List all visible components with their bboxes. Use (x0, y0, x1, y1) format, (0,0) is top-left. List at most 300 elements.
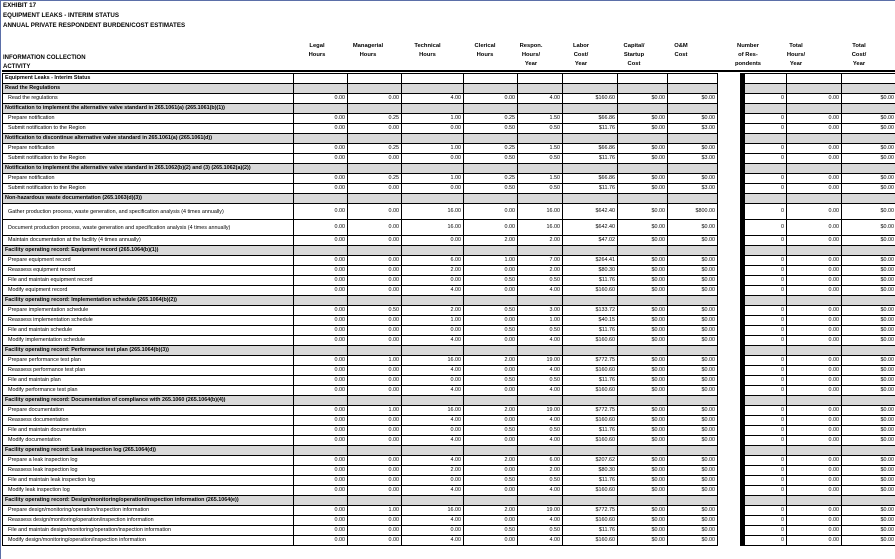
value-cell: 0.00 (464, 416, 518, 426)
value-cell: 0.00 (294, 266, 348, 276)
activity-label: Modify implementation schedule (3, 336, 294, 346)
value-cell: $0.00 (618, 154, 668, 164)
value-cell: 0.25 (348, 144, 402, 154)
value-cell: 0.00 (348, 316, 402, 326)
value-cell: 0.00 (464, 436, 518, 446)
section-fill-cell (745, 84, 787, 94)
value-cell: 0.00 (464, 486, 518, 496)
spacer-cell (718, 366, 741, 376)
value-cell: 0.00 (348, 154, 402, 164)
spacer-cell (718, 436, 741, 446)
value-cell: 0.00 (294, 124, 348, 134)
value-cell: 0.00 (402, 154, 464, 164)
section-fill-cell (402, 396, 464, 406)
section-fill-cell (294, 164, 348, 174)
value-cell: $0.00 (618, 184, 668, 194)
table-row (3, 526, 895, 536)
section-fill-cell (745, 104, 787, 114)
value-cell: 0 (745, 476, 787, 486)
table-row (3, 144, 895, 154)
activity-label: File and maintain documentation (3, 426, 294, 436)
value-cell: 4.00 (518, 286, 563, 296)
value-cell: 0.00 (348, 526, 402, 536)
value-cell: $0.00 (618, 144, 668, 154)
section-fill-cell (745, 134, 787, 144)
spacer-cell (718, 194, 741, 204)
section-fill-cell (745, 194, 787, 204)
activity-label: Modify leak inspection log (3, 486, 294, 496)
section-fill-cell (668, 84, 718, 94)
value-cell: $0.00 (618, 114, 668, 124)
value-cell: 0.00 (464, 366, 518, 376)
value-cell: $0.00 (668, 456, 718, 466)
spacer-cell (718, 536, 741, 546)
section-fill-cell (518, 246, 563, 256)
value-cell: 1.50 (518, 144, 563, 154)
value-cell: 16.00 (402, 356, 464, 366)
value-cell: $0.00 (842, 356, 895, 366)
value-cell: 0.00 (294, 526, 348, 536)
value-cell: 4.00 (402, 386, 464, 396)
value-cell: 0.00 (402, 476, 464, 486)
activity-label: File and maintain plan (3, 376, 294, 386)
value-cell: 19.00 (518, 506, 563, 516)
table-row (3, 276, 895, 286)
table-row (3, 114, 895, 124)
section-fill-cell (668, 496, 718, 506)
activity-label: Submit notification to the Region (3, 124, 294, 134)
value-cell: $642.40 (563, 204, 618, 220)
section-fill-cell (787, 104, 842, 114)
value-cell: 2.00 (402, 466, 464, 476)
column-header-line: Hours (419, 52, 436, 58)
spacer-cell (718, 286, 741, 296)
value-cell: 0 (745, 236, 787, 246)
value-cell: 0.00 (294, 456, 348, 466)
value-cell: 16.00 (402, 220, 464, 236)
value-cell: $0.00 (668, 276, 718, 286)
value-cell: $0.00 (618, 286, 668, 296)
value-cell: 16.00 (518, 204, 563, 220)
value-cell: $0.00 (668, 236, 718, 246)
value-cell: $3.00 (668, 124, 718, 134)
value-cell: 0.00 (787, 286, 842, 296)
spacer-cell (718, 164, 741, 174)
value-cell: 4.00 (518, 416, 563, 426)
table-row (3, 236, 895, 246)
value-cell: 0.00 (348, 436, 402, 446)
spacer-cell (718, 416, 741, 426)
value-cell: $0.00 (842, 184, 895, 194)
table-row (3, 386, 895, 396)
section-fill-cell (668, 194, 718, 204)
value-cell: 0.00 (348, 256, 402, 266)
spacer-cell (718, 496, 741, 506)
value-cell: $0.00 (618, 220, 668, 236)
value-cell: $0.00 (668, 94, 718, 104)
value-cell: 0 (745, 94, 787, 104)
column-header-line: Managerial (352, 43, 384, 49)
value-cell: $0.00 (842, 114, 895, 124)
value-cell: 0.25 (464, 144, 518, 154)
section-fill-cell (518, 296, 563, 306)
activity-label: Submit notification to the Region (3, 154, 294, 164)
table-row (3, 174, 895, 184)
value-cell: 0.00 (294, 326, 348, 336)
value-cell: 0.00 (294, 236, 348, 246)
value-cell: 0.00 (348, 376, 402, 386)
value-cell: 0.00 (787, 326, 842, 336)
value-cell: 0.00 (787, 476, 842, 486)
value-cell: $0.00 (842, 456, 895, 466)
value-cell: 6.00 (518, 456, 563, 466)
section-fill-cell (294, 496, 348, 506)
section-fill-cell (294, 446, 348, 456)
table-row (3, 366, 895, 376)
value-cell: 4.00 (402, 94, 464, 104)
value-cell: $0.00 (842, 486, 895, 496)
spacer-cell (718, 506, 741, 516)
section-fill-cell (294, 104, 348, 114)
value-cell: 1.00 (402, 144, 464, 154)
value-cell: $0.00 (842, 286, 895, 296)
value-cell: $207.62 (563, 456, 618, 466)
column-header (299, 42, 335, 60)
value-cell: 4.00 (402, 456, 464, 466)
value-cell: 1.00 (348, 356, 402, 366)
section-label: Facility operating record: Implementation schedule (265.1064(b)(2)) (3, 296, 294, 306)
value-cell: 16.00 (402, 204, 464, 220)
value-cell: 0.00 (787, 416, 842, 426)
section-fill-cell (563, 346, 618, 356)
section-fill-cell (518, 446, 563, 456)
table-row (3, 336, 895, 346)
value-cell: $160.60 (563, 416, 618, 426)
value-cell: $0.00 (618, 236, 668, 246)
table-row (3, 356, 895, 366)
table-row (3, 154, 895, 164)
value-cell: 0.00 (294, 406, 348, 416)
section-fill-cell (745, 296, 787, 306)
value-cell: 0.00 (348, 466, 402, 476)
activity-label: Reassess leak inspection log (3, 466, 294, 476)
value-cell: 0.00 (348, 516, 402, 526)
value-cell: $0.00 (618, 526, 668, 536)
section-fill-cell (842, 164, 895, 174)
value-cell: $0.00 (668, 256, 718, 266)
value-cell: 0 (745, 416, 787, 426)
value-cell: $0.00 (618, 416, 668, 426)
section-fill-cell (842, 74, 895, 84)
column-header-line: Respon. (519, 43, 543, 49)
section-label: Facility operating record: Performance test plan (265.1064(b)(3)) (3, 346, 294, 356)
value-cell: 0 (745, 366, 787, 376)
value-cell: 0.00 (787, 316, 842, 326)
value-cell: $66.86 (563, 174, 618, 184)
section-label: Facility operating record: Leak inspection log (265.1064(d)) (3, 446, 294, 456)
section-fill-cell (348, 164, 402, 174)
value-cell: 0.00 (787, 94, 842, 104)
value-cell: 3.00 (518, 306, 563, 316)
activity-label: Prepare documentation (3, 406, 294, 416)
value-cell: 0.00 (787, 154, 842, 164)
column-header-line: Total (789, 43, 803, 49)
value-cell: 2.00 (464, 356, 518, 366)
value-cell: 6.00 (402, 256, 464, 266)
section-fill-cell (787, 396, 842, 406)
value-cell: $0.00 (842, 94, 895, 104)
value-cell: $0.00 (618, 266, 668, 276)
section-fill-cell (402, 84, 464, 94)
value-cell: 0.00 (348, 124, 402, 134)
section-fill-cell (348, 346, 402, 356)
column-header-line: Labor (572, 43, 590, 49)
section-fill-cell (518, 194, 563, 204)
value-cell: 0 (745, 386, 787, 396)
column-header-line: O&M (674, 43, 688, 49)
section-fill-cell (518, 84, 563, 94)
section-fill-cell (618, 84, 668, 94)
value-cell: 0 (745, 144, 787, 154)
section-fill-cell (402, 194, 464, 204)
section-fill-cell (348, 296, 402, 306)
value-cell: 0.50 (464, 276, 518, 286)
section-fill-cell (402, 74, 464, 84)
section-header-row (3, 396, 895, 406)
value-cell: $0.00 (668, 426, 718, 436)
section-fill-cell (518, 346, 563, 356)
activity-label: Prepare a leak inspection log (3, 456, 294, 466)
value-cell: 19.00 (518, 406, 563, 416)
value-cell: $0.00 (668, 356, 718, 366)
value-cell: $0.00 (668, 114, 718, 124)
section-fill-cell (842, 496, 895, 506)
value-cell: 0.00 (787, 236, 842, 246)
value-cell: 0.00 (402, 526, 464, 536)
header-rule (2, 70, 895, 72)
table-row (3, 436, 895, 446)
value-cell: 0 (745, 316, 787, 326)
value-cell: 2.00 (518, 236, 563, 246)
spacer-cell (718, 456, 741, 466)
value-cell: $0.00 (842, 326, 895, 336)
value-cell: 0.00 (348, 536, 402, 546)
table-row (3, 204, 895, 220)
column-header-line: Cost (627, 61, 641, 67)
section-fill-cell (787, 74, 842, 84)
value-cell: $66.86 (563, 114, 618, 124)
value-cell: $800.00 (668, 204, 718, 220)
value-cell: $0.00 (842, 516, 895, 526)
section-fill-cell (563, 396, 618, 406)
section-fill-cell (402, 164, 464, 174)
value-cell: 0.00 (294, 184, 348, 194)
table-title-row (3, 74, 895, 84)
section-fill-cell (294, 134, 348, 144)
value-cell: $0.00 (842, 376, 895, 386)
section-fill-cell (464, 396, 518, 406)
activity-label: Prepare notification (3, 174, 294, 184)
value-cell: 0.00 (464, 336, 518, 346)
activity-header-line: ACTIVITY (3, 64, 31, 70)
section-label: Notification to implement the alternative valve standard in 265.1061(a) (265.1061(b)(1)) (3, 104, 294, 114)
value-cell: $0.00 (618, 316, 668, 326)
value-cell: 0.00 (787, 276, 842, 286)
section-fill-cell (787, 164, 842, 174)
value-cell: $0.00 (668, 406, 718, 416)
value-cell: $160.60 (563, 516, 618, 526)
value-cell: 0.00 (348, 416, 402, 426)
spacer-cell (718, 526, 741, 536)
value-cell: 0 (745, 516, 787, 526)
value-cell: 0.25 (348, 174, 402, 184)
section-fill-cell (518, 134, 563, 144)
value-cell: $0.00 (842, 366, 895, 376)
spacer-cell (718, 266, 741, 276)
value-cell: 0.00 (294, 174, 348, 184)
value-cell: 0 (745, 124, 787, 134)
section-fill-cell (842, 446, 895, 456)
section-fill-cell (787, 446, 842, 456)
value-cell: $642.40 (563, 220, 618, 236)
section-fill-cell (402, 246, 464, 256)
spacer-cell (718, 476, 741, 486)
value-cell: 0 (745, 456, 787, 466)
value-cell: 0.00 (294, 204, 348, 220)
value-cell: $11.76 (563, 184, 618, 194)
value-cell: 0.00 (294, 416, 348, 426)
value-cell: $0.00 (668, 436, 718, 446)
value-cell: $0.00 (618, 326, 668, 336)
value-cell: 0 (745, 286, 787, 296)
value-cell: 0.00 (348, 336, 402, 346)
value-cell: 0.00 (348, 220, 402, 236)
section-fill-cell (464, 446, 518, 456)
value-cell: 0.00 (294, 366, 348, 376)
section-fill-cell (618, 74, 668, 84)
value-cell: 2.00 (402, 266, 464, 276)
section-fill-cell (402, 346, 464, 356)
value-cell: 0.00 (787, 426, 842, 436)
section-fill-cell (668, 396, 718, 406)
table-row (3, 536, 895, 546)
value-cell: 0.50 (518, 184, 563, 194)
section-fill-cell (563, 164, 618, 174)
section-fill-cell (464, 134, 518, 144)
section-fill-cell (618, 194, 668, 204)
value-cell: 1.00 (348, 506, 402, 516)
value-cell: 0.00 (294, 286, 348, 296)
value-cell: $0.00 (618, 174, 668, 184)
activity-label: Reassess equipment record (3, 266, 294, 276)
value-cell: 1.00 (464, 256, 518, 266)
value-cell: 4.00 (518, 386, 563, 396)
spacer-cell (718, 376, 741, 386)
table-row (3, 376, 895, 386)
value-cell: 0.00 (348, 366, 402, 376)
value-cell: 0.00 (787, 144, 842, 154)
value-cell: 16.00 (402, 406, 464, 416)
value-cell: 0.00 (348, 486, 402, 496)
activity-label: Prepare notification (3, 144, 294, 154)
section-fill-cell (518, 104, 563, 114)
section-fill-cell (563, 84, 618, 94)
column-header-line: Technical (414, 43, 441, 49)
value-cell: 0.25 (348, 114, 402, 124)
spacer-cell (718, 144, 741, 154)
value-cell: 0.00 (294, 220, 348, 236)
section-fill-cell (745, 396, 787, 406)
activity-label: Prepare performance test plan (3, 356, 294, 366)
section-fill-cell (402, 134, 464, 144)
value-cell: 0.00 (787, 466, 842, 476)
spacer-cell (718, 134, 741, 144)
section-fill-cell (745, 346, 787, 356)
value-cell: $0.00 (842, 266, 895, 276)
section-fill-cell (563, 496, 618, 506)
value-cell: 0.00 (348, 266, 402, 276)
value-cell: 0 (745, 256, 787, 266)
value-cell: 0.00 (348, 204, 402, 220)
value-cell: 0.50 (518, 376, 563, 386)
spacer-cell (718, 94, 741, 104)
section-fill-cell (563, 74, 618, 84)
section-fill-cell (745, 446, 787, 456)
section-fill-cell (745, 496, 787, 506)
value-cell: 0 (745, 426, 787, 436)
spacer-cell (718, 256, 741, 266)
column-header-line: Total (852, 43, 866, 49)
value-cell: 0.00 (348, 184, 402, 194)
value-cell: $160.60 (563, 386, 618, 396)
value-cell: 4.00 (402, 286, 464, 296)
section-fill-cell (348, 84, 402, 94)
spacer-cell (718, 204, 741, 220)
spacer-cell (718, 104, 741, 114)
section-fill-cell (842, 396, 895, 406)
column-header-line: Hours (308, 52, 326, 58)
value-cell: $160.60 (563, 94, 618, 104)
spacer-cell (718, 386, 741, 396)
section-fill-cell (618, 104, 668, 114)
spacer-cell (718, 306, 741, 316)
value-cell: 0.50 (464, 526, 518, 536)
section-fill-cell (294, 84, 348, 94)
activity-label: Submit notification to the Region (3, 184, 294, 194)
value-cell: 0.00 (294, 506, 348, 516)
burden-table (2, 73, 895, 546)
section-label: Non-hazardous waste documentation (265.1063(d)(3)) (3, 194, 294, 204)
value-cell: $0.00 (842, 506, 895, 516)
value-cell: 0.00 (464, 220, 518, 236)
value-cell: $11.76 (563, 526, 618, 536)
activity-label: Gather production process, waste generation, and specification analysis (4 times annually) (3, 204, 294, 220)
table-row (3, 426, 895, 436)
spacer-cell (718, 246, 741, 256)
section-fill-cell (618, 246, 668, 256)
section-fill-cell (563, 104, 618, 114)
spacer-cell (718, 426, 741, 436)
spacer-cell (718, 84, 741, 94)
value-cell: 0.00 (294, 114, 348, 124)
value-cell: 0.00 (294, 306, 348, 316)
value-cell: 0.00 (294, 426, 348, 436)
value-cell: 0.00 (402, 236, 464, 246)
section-fill-cell (787, 194, 842, 204)
column-header (343, 42, 393, 60)
section-fill-cell (668, 104, 718, 114)
value-cell: 0.50 (464, 476, 518, 486)
